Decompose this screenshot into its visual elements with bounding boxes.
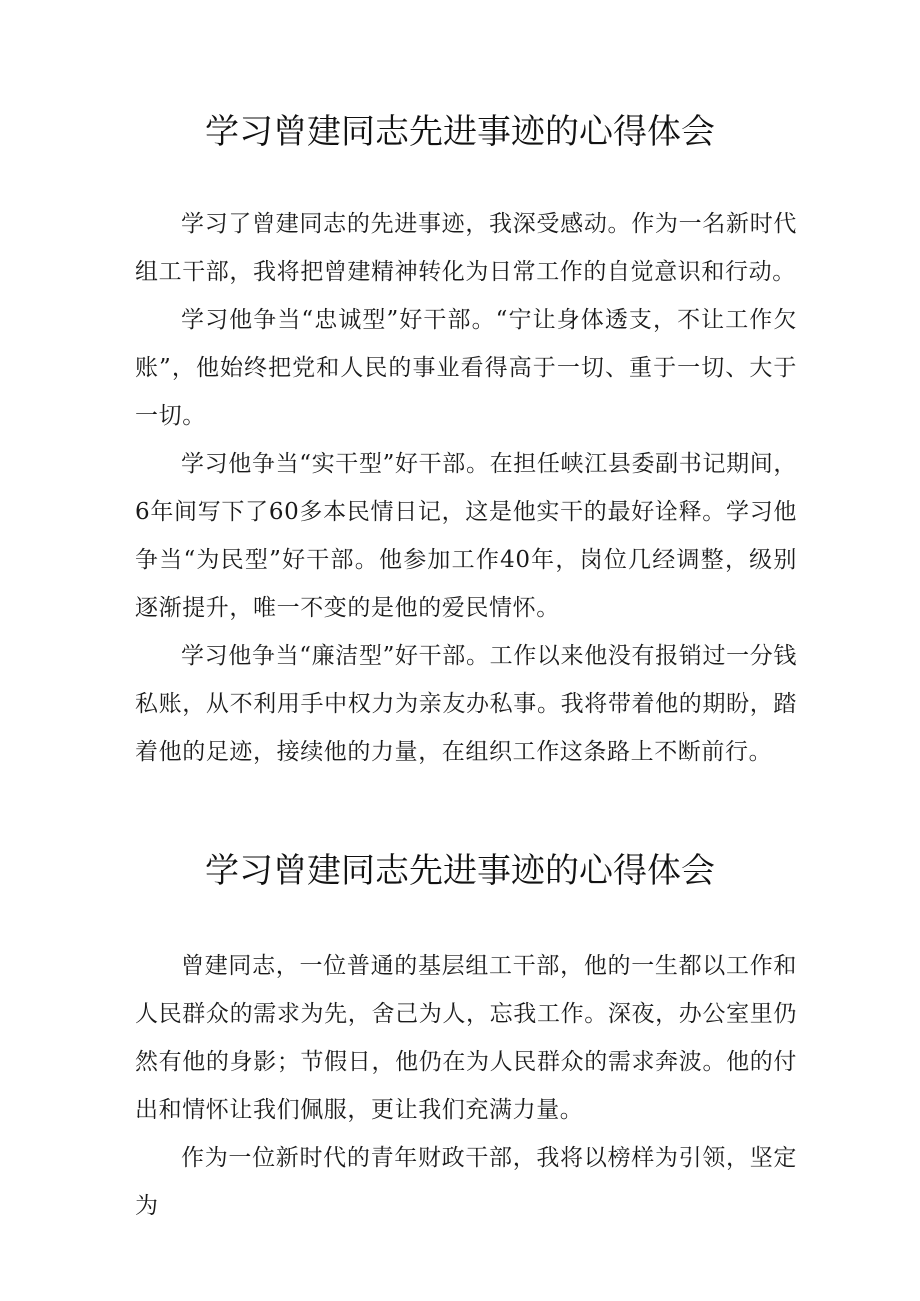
article-body: [135, 942, 797, 1230]
article-body: [135, 200, 797, 776]
paragraph: 学习他争当“实干型”好干部。在担任峡江县委副书记期间，6年间写下了60多本民情日记，这是他实干的最好诠释。学习他争当“为民型”好干部。他参加工作40年，岗位几经调整，级别逐渐提升，唯一不变的是他的爱民情怀。: [135, 451, 797, 621]
article-title: 学习曾建同志先进事迹的心得体会: [205, 112, 715, 152]
paragraph: 学习了曾建同志的先进事迹，我深受感动。作为一名新时代组工干部，我将把曾建精神转化为日常工作的自觉意识和行动。: [135, 211, 797, 285]
paragraph: 学习他争当“忠诚型”好干部。“宁让身体透支，不让工作欠账”，他始终把党和人民的事业看得高于一切、重于一切、大于一切。: [135, 307, 797, 429]
paragraph: 作为一位新时代的青年财政干部，我将以榜样为引领，坚定为: [135, 1145, 797, 1219]
article-title: 学习曾建同志先进事迹的心得体会: [205, 851, 715, 891]
paragraph: 学习他争当“廉洁型”好干部。工作以来他没有报销过一分钱私账，从不利用手中权力为亲友办私事。我将带着他的期盼，踏着他的足迹，接续他的力量，在组织工作这条路上不断前行。: [135, 643, 797, 765]
paragraph: 曾建同志，一位普通的基层组工干部，他的一生都以工作和人民群众的需求为先，舍己为人，忘我工作。深夜，办公室里仍然有他的身影；节假日，他仍在为人民群众的需求奔波。他的付出和情怀让我们佩服，更让我们充满力量。: [135, 953, 797, 1123]
